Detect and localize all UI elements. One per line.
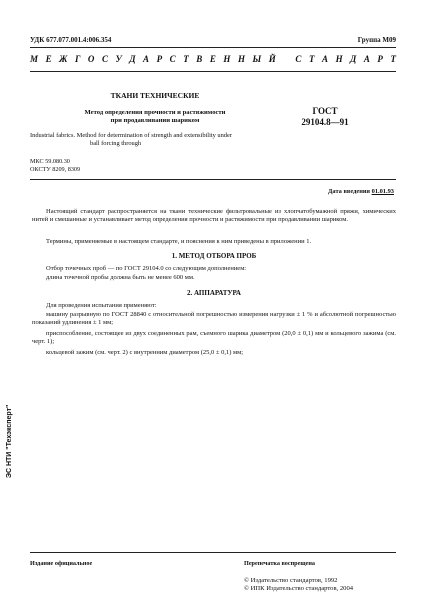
codes-rule (30, 179, 396, 180)
banner-letter: Г (74, 54, 81, 64)
section-1-line-1: Отбор точечных проб — по ГОСТ 29104.0 со следующим дополнением: (46, 265, 247, 272)
banner-letter: В (196, 54, 203, 64)
banner-letter: А (322, 54, 329, 64)
subtitle-line-1: Метод определения прочности и растяжимости (84, 109, 226, 116)
section-2-intro: Для проведения испытания применяют: (46, 302, 157, 309)
banner-letter: Д (350, 54, 357, 64)
banner-letter: У (115, 54, 122, 64)
banner-letter: Т (308, 54, 315, 64)
section-2-item-1: машину разрывную по ГОСТ 28840 с относительной погрешностью измерения нагрузки ± 1 % и абсолютной погрешностью показаний удлинения ± 1 мм; (32, 311, 396, 327)
document-title: ТКАНИ ТЕХНИЧЕСКИЕ (110, 91, 200, 100)
standard-banner (30, 54, 396, 64)
banner-letter: С (101, 54, 108, 64)
scope-paragraph: Настоящий стандарт распространяется на ткани технические фильтровальные из хлопчатобумажной пряжи, химических нитей и смешанные и устанавливает метод определения прочности и растяжимости при продавливании шариком. (32, 208, 396, 224)
section-2-item-3: кольцевой зажим (см. черт. 2) с внутренним диаметром (25,0 ± 0,1) мм; (46, 349, 244, 356)
english-title-line-2: ball forcing through (90, 140, 142, 147)
english-title (30, 132, 280, 148)
banner-letter: Ж (59, 54, 68, 64)
group-code: Группа М09 (357, 36, 396, 44)
subtitle-line-2: при продавливании шариком (110, 117, 200, 124)
banner-letter: О (87, 54, 95, 64)
gost-code: 29104.8—91 (301, 117, 349, 127)
banner-letter: Т (183, 54, 189, 64)
banner-letter: Н (223, 54, 231, 64)
banner-letter: А (363, 54, 370, 64)
banner-letter: С (169, 54, 176, 64)
banner-letter: М (30, 54, 39, 64)
okstu-code: ОКСТУ 8209, 8309 (30, 165, 81, 173)
section-1-line-2: длина точечной пробы должна быть не менее 600 мм. (46, 274, 195, 281)
reprint-notice: Перепечатка воспрещена (244, 560, 315, 567)
banner-letter: Ы (252, 54, 262, 64)
banner-letter: Н (237, 54, 245, 64)
section-2-item-2: приспособление, состоящее из двух соединенных рам, съемного шарика диаметром (20,0 ± 0,1) мм и кольцевого зажима (см. черт. 1); (32, 330, 396, 346)
banner-letter: А (143, 54, 150, 64)
copyright-line-1: © Издательство стандартов, 1992 (244, 577, 338, 584)
udk-code: УДК 677.077.001.4:006.354 (30, 36, 112, 44)
banner-letter: Т (390, 54, 396, 64)
classification-codes (30, 158, 80, 173)
gost-number (290, 106, 360, 128)
gost-label: ГОСТ (312, 106, 338, 116)
banner-rule (30, 71, 396, 72)
banner-letter: Р (377, 54, 383, 64)
section-1-heading: 1. МЕТОД ОТБОРА ПРОБ (171, 252, 257, 260)
banner-letter: Й (268, 54, 276, 64)
official-edition-label: Издание официальное (30, 560, 93, 567)
copyright-line-2: © ИПК Издательство стандартов, 2004 (244, 585, 354, 593)
banner-letter: Н (335, 54, 343, 64)
banner-letter: Е (45, 54, 52, 64)
document-subtitle (30, 109, 280, 125)
banner-letter: С (295, 54, 302, 64)
top-rule (30, 47, 396, 48)
banner-letter: Д (129, 54, 136, 64)
english-title-line-1: Industrial fabrics. Method for determination of strength and extensibility under (30, 132, 232, 139)
banner-gap (283, 54, 288, 64)
section-2-heading: 2. АППАРАТУРА (187, 289, 241, 297)
terms-paragraph: Термины, применяемые в настоящем стандарте, и пояснения к ним приведены в приложении 1. (46, 238, 312, 245)
intro-date-label: Дата введения (328, 188, 371, 195)
title-block (30, 91, 280, 125)
banner-letter: Е (209, 54, 216, 64)
copyright-block (244, 577, 353, 594)
sidebar-stamp-text: ЭС НТИ "Техэксперт" (6, 404, 13, 478)
footer-rule (30, 552, 396, 553)
intro-date-value: 01.01.93 (371, 188, 394, 195)
mks-code: МКС 59.080.30 (30, 158, 70, 165)
banner-letter: Р (156, 54, 163, 64)
intro-date (328, 188, 394, 195)
